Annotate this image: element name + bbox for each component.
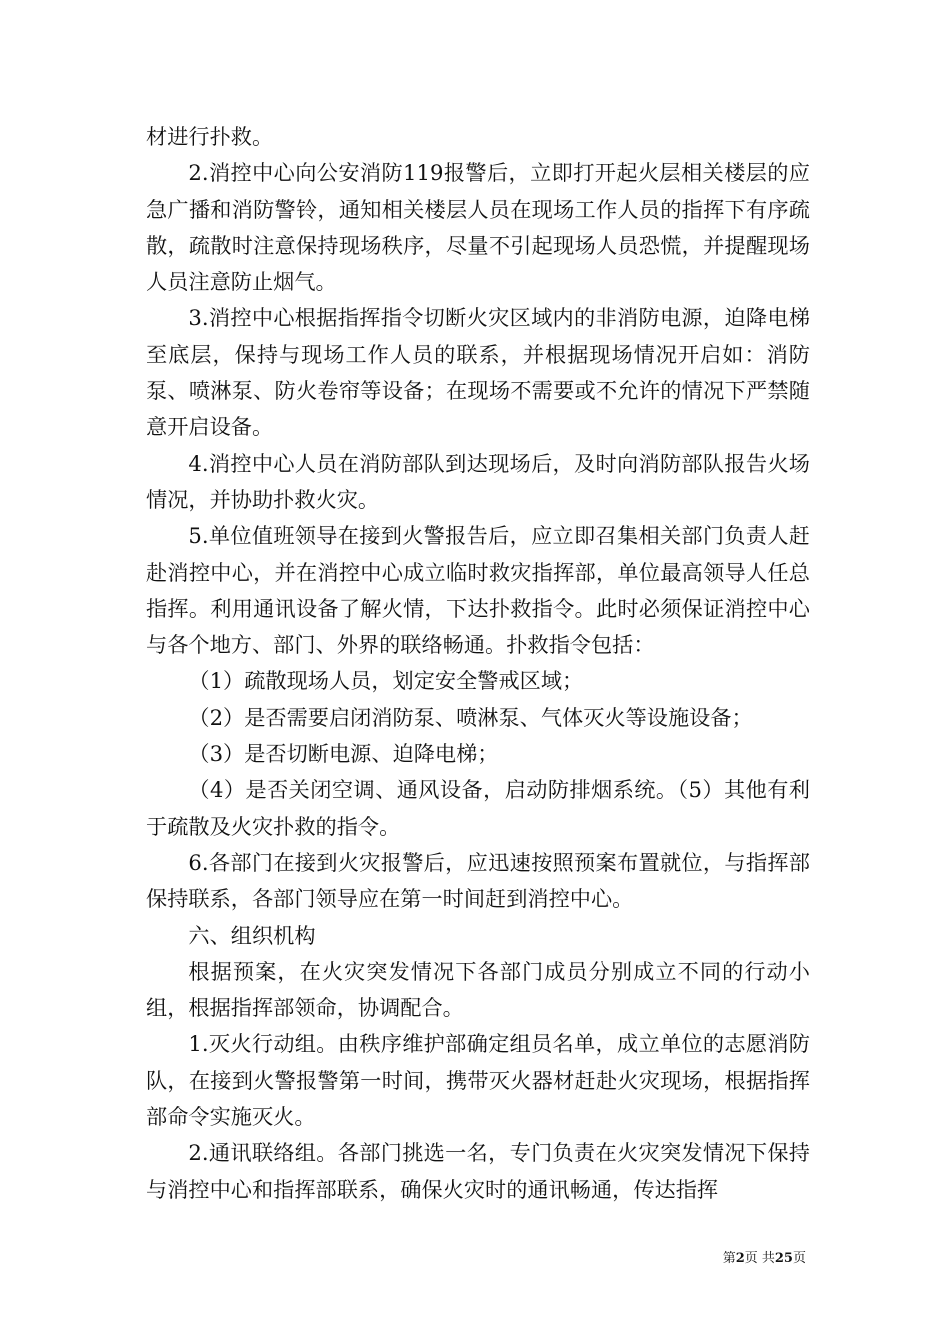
current-page-number: 2 (735, 1251, 745, 1266)
paragraph: 3.消控中心根据指挥指令切断火灾区域内的非消防电源，迫降电梯至底层，保持与现场工作人员的联系，并根据现场情况开启如：消防泵、喷淋泵、防火卷帘等设备；在现场不需要或不允许的情况下严禁随意开启设备。 (146, 305, 810, 440)
paragraph: 材进行扑救。 (146, 124, 274, 149)
paragraph: 根据预案，在火灾突发情况下各部门成员分别成立不同的行动小组，根据指挥部领命，协调配合。 (146, 958, 810, 1021)
footer-suffix: 页 (792, 1251, 806, 1266)
paragraph: 2.通讯联络组。各部门挑选一名，专门负责在火灾突发情况下保持与消控中心和指挥部联系，确保火灾时的通讯畅通，传达指挥 (146, 1140, 810, 1202)
page-number-footer (0, 1247, 806, 1266)
list-item: （3）是否切断电源、迫降电梯； (188, 741, 499, 767)
paragraph: 6.各部门在接到火灾报警后，应迅速按照预案布置就位，与指挥部保持联系，各部门领导应在第一时间赶到消控中心。 (146, 849, 810, 912)
paragraph: 4.消控中心人员在消防部队到达现场后，及时向消防部队报告火场情况，并协助扑救火灾。 (146, 450, 810, 512)
footer-prefix: 第 (722, 1251, 736, 1266)
list-item: （2）是否需要启闭消防泵、喷淋泵、气体灭火等设施设备； (188, 704, 753, 730)
paragraph: 2.消控中心向公安消防119报警后，立即打开起火层相关楼层的应急广播和消防警铃，通知相关楼层人员在现场工作人员的指挥下有序疏散，疏散时注意保持现场秩序，尽量不引起现场人员恐慌，并提醒现场人员注意防止烟气。 (146, 160, 810, 295)
total-page-number: 25 (774, 1251, 793, 1266)
paragraph: 1.灭火行动组。由秩序维护部确定组员名单，成立单位的志愿消防队，在接到火警报警第一时间，携带灭火器材赶赴火灾现场，根据指挥部命令实施灭火。 (146, 1031, 810, 1130)
list-item: （4）是否关闭空调、通风设备，启动防排烟系统。（5）其他有利于疏散及火灾扑救的指令。 (146, 777, 810, 839)
list-item: （1）疏散现场人员，划定安全警戒区域； (188, 668, 584, 694)
section-heading: 六、组织机构 (188, 922, 316, 948)
footer-middle: 页 共 (744, 1251, 775, 1266)
paragraph: 5.单位值班领导在接到火警报告后，应立即召集相关部门负责人赶赴消控中心，并在消控中心成立临时救灾指挥部，单位最高领导人任总指挥。利用通讯设备了解火情，下达扑救指令。此时必须保证消控中心与各个地方、部门、外界的联络畅通。扑救指令包括： (146, 523, 810, 658)
body-text (146, 119, 810, 1208)
